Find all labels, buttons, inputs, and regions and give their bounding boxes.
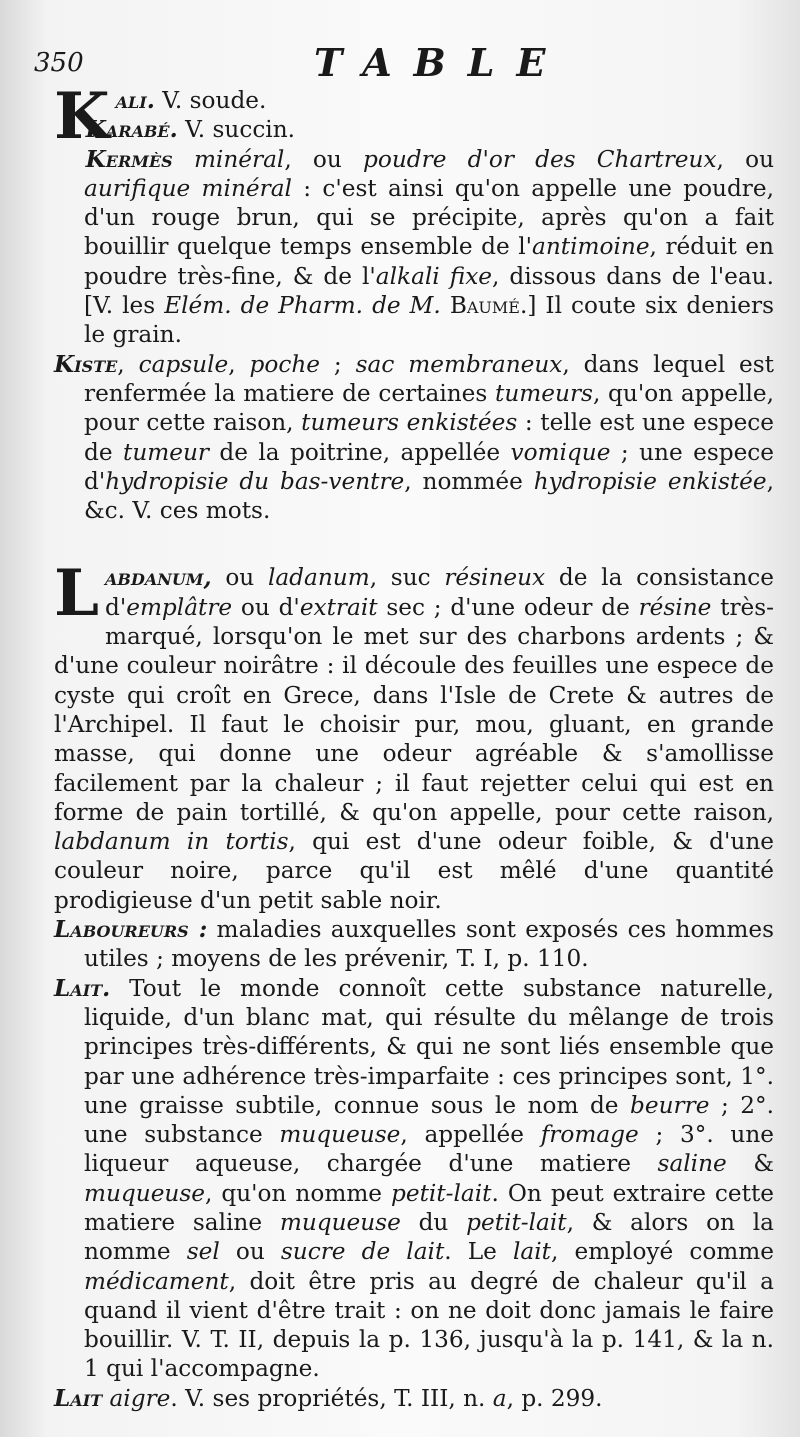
italic-term: labdanum in tortis — [54, 828, 289, 856]
entry-text: ; une espece d' — [84, 438, 774, 495]
entry-text: . V. ses propriétés, T. III, n. — [170, 1384, 493, 1412]
section-gap — [54, 525, 774, 563]
entry-text: ou — [211, 564, 268, 592]
entry-text: , dissous dans de l'eau. [V. les — [84, 262, 774, 320]
italic-term: muqueuse — [84, 1179, 205, 1207]
italic-term: saline — [657, 1150, 727, 1178]
entry-lait — [54, 974, 774, 1384]
entry-text: ; 3°. une liqueur aqueuse, chargée d'une matiere — [84, 1121, 774, 1178]
page-body — [54, 79, 775, 1413]
italic-term: aigre — [102, 1384, 171, 1412]
entry-text: ; — [319, 350, 356, 378]
entry-text: Tout le monde connoît cette substance naturelle, liquide, d'un blanc mat, qui résulte du mêlange de trois principes très-différents, & qui ne sont liés ensemble que par une adhérence très-imparfaite : ces principes sont, 1°. une graisse subtile, connue sous le nom de — [84, 974, 774, 1119]
entry-text: & — [726, 1150, 774, 1178]
headword: Kiste — [54, 350, 118, 378]
italic-term: poche — [249, 350, 320, 378]
headword: Kermès — [85, 145, 173, 173]
entry-text: ou d' — [232, 593, 300, 621]
italic-term: sac membraneux — [355, 350, 563, 378]
italic-term: alkali fixe — [375, 262, 493, 290]
italic-term: tumeur — [123, 438, 209, 466]
italic-term: tumeurs enkistées — [301, 409, 518, 437]
small-caps-name: Baumé — [449, 292, 520, 320]
italic-term: lait — [513, 1238, 551, 1266]
entry-labdanum — [54, 556, 774, 915]
italic-term: sucre de lait — [280, 1238, 445, 1266]
italic-term: antimoine — [532, 233, 650, 261]
entry-text: , doit être pris au degré de chaleur qu'il a quand il vient d'être trait : on ne doit donc jamais le faire bouillir. V. T. II, depuis la p. 136, jusqu'à la p. 141, & la n. 1 qui l'accompagne. — [84, 1267, 774, 1383]
drop-cap: L — [54, 556, 99, 632]
entry-text: V. soude. — [154, 87, 267, 114]
entry-text: . On peut extraire cette matiere saline — [84, 1179, 774, 1236]
italic-term: muqueuse — [279, 1208, 401, 1236]
entry-text: , ou — [284, 145, 364, 173]
headword: Lait — [54, 1384, 103, 1412]
italic-term: aurifique minéral — [84, 174, 292, 202]
entry-text: , — [228, 350, 250, 378]
entry-text: , qu'on nomme — [204, 1179, 392, 1207]
italic-term: résineux — [444, 564, 546, 592]
entry-text: , suc — [369, 564, 445, 592]
italic-term: a — [492, 1384, 507, 1412]
italic-term: extrait — [299, 593, 378, 621]
running-title: TABLE — [314, 40, 568, 85]
italic-term: beurre — [630, 1091, 710, 1119]
italic-term: fromage — [540, 1121, 639, 1149]
entry-text — [441, 292, 450, 319]
entry-text: , réduit en poudre très-fine, & de l' — [84, 233, 774, 290]
entry-text: , nommée — [404, 467, 534, 495]
headword: ali. — [115, 87, 155, 114]
italic-term: muqueuse — [279, 1121, 401, 1149]
italic-term: petit-lait — [391, 1179, 492, 1207]
entry-text: , & alors on la nomme — [84, 1208, 774, 1266]
entry-lait-aigre — [54, 1384, 774, 1413]
italic-term: hydropisie enkistée — [533, 467, 767, 495]
entry-text: : telle est une espece de — [84, 409, 775, 466]
headword: abdanum, — [105, 564, 212, 592]
italic-term: tumeurs — [495, 379, 593, 407]
italic-term: médicament — [84, 1267, 229, 1295]
entry-text: , &c. V. ces mots. — [84, 467, 774, 525]
italic-term: résine — [638, 593, 712, 621]
headword: Karabé. — [85, 116, 178, 144]
entry-text: : c'est ainsi qu'on appelle une poudre, d'un rouge brun, qui se précipite, après qu'on a fait bouillir quelque temps ensemble de l' — [84, 174, 774, 261]
entry-text: de la poitrine, appellée — [208, 438, 511, 466]
entry-kiste — [54, 350, 774, 526]
italic-term: capsule — [138, 350, 229, 378]
italic-term: petit-lait — [466, 1208, 567, 1236]
italic-term: ladanum — [267, 564, 370, 592]
entry-karabe — [54, 115, 774, 144]
entry-text: de la consistance d' — [105, 564, 774, 621]
entry-kermes — [54, 145, 774, 350]
entry-text: , qui est d'une odeur foible, & d'une couleur noire, parce qu'il est mêlé d'une quantité prodigieuse d'un petit sable noir. — [54, 828, 774, 914]
entry-text: , p. 299. — [506, 1384, 603, 1412]
entry-text: maladies auxquelles sont exposés ces hommes utiles ; moyens de les prévenir, T. I, p. 110. — [84, 916, 775, 973]
entry-text: , dans lequel est renfermée la matiere de certaines — [84, 350, 775, 407]
entry-text: sec ; d'une odeur de — [377, 593, 639, 621]
entry-text: , qu'on appelle, pour cette raison, — [84, 379, 774, 437]
entry-text: ; 2°. une substance — [84, 1091, 774, 1149]
page-header — [34, 38, 774, 88]
headword: Lait. — [54, 974, 111, 1002]
entry-text: , employé comme — [551, 1238, 774, 1266]
entry-text: très-marqué, lorsqu'on le met sur des charbons ardents ; & d'une couleur noirâtre : il découle des feuilles une espece de cyste qui croît en Grece, dans l'Isle de Crete & autres de l'Archipel. Il faut le choisir pur, mou, gluant, en grande masse, qui donne une odeur agréable & s'amollisse facilement par la chaleur ; il faut rejetter celui qui est en forme de pain tortillé, & qu'on appelle, pour cette raison, — [54, 593, 774, 826]
entry-text: , — [117, 350, 139, 378]
italic-term: emplâtre — [126, 593, 233, 621]
entry-laboureurs — [54, 915, 774, 974]
headword: Laboureurs : — [54, 916, 208, 944]
entry-text: . Le — [444, 1238, 514, 1266]
entry-text: , ou — [716, 145, 775, 173]
entry-text: .] Il coute six deniers le grain. — [84, 292, 774, 349]
italic-term: minéral — [172, 145, 285, 173]
italic-term: hydropisie du bas-ventre — [105, 467, 405, 495]
entry-text: ou — [219, 1238, 281, 1266]
page-number: 350 — [34, 48, 84, 78]
entry-text: V. succin. — [177, 116, 296, 144]
italic-term: Elém. de Pharm. de M. — [164, 292, 441, 320]
italic-term: poudre d'or des Chartreux — [363, 145, 717, 173]
entry-text: du — [400, 1208, 467, 1236]
italic-term: sel — [186, 1238, 220, 1266]
entry-text: , appellée — [400, 1121, 541, 1149]
italic-term: vomique — [510, 438, 611, 466]
drop-cap: K — [54, 79, 110, 154]
